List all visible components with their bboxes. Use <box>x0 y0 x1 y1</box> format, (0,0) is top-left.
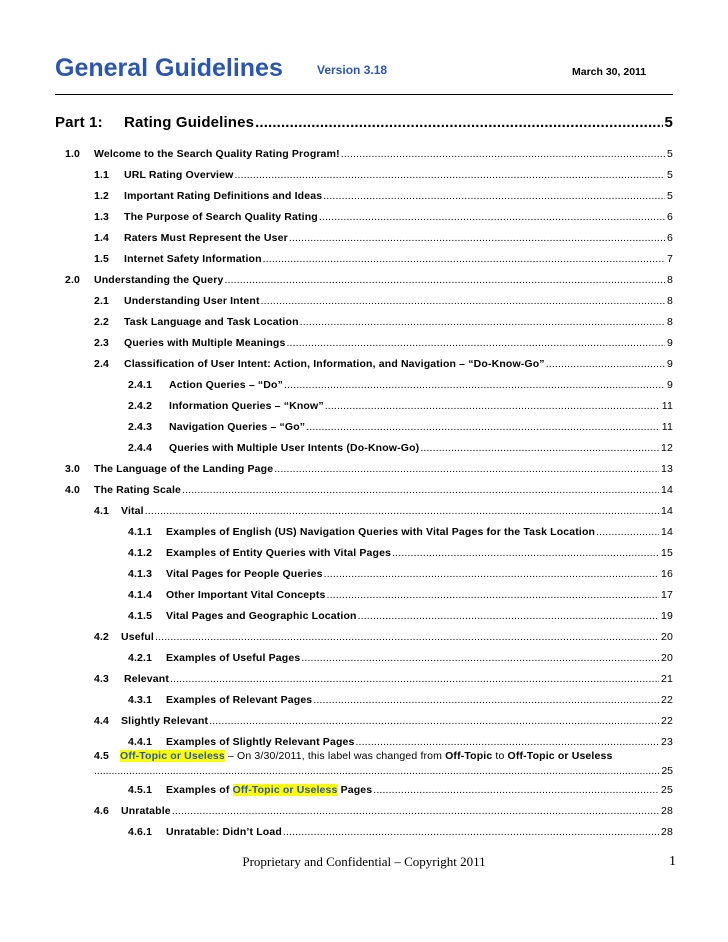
dot-leader <box>327 589 660 601</box>
toc-number: 2.4 <box>94 358 110 370</box>
toc-entry-4-1-5[interactable] <box>128 610 673 622</box>
toc-number: 4.6.1 <box>128 826 153 838</box>
toc-title: URL Rating Overview <box>124 169 234 181</box>
toc-page: 6 <box>667 211 673 223</box>
toc-title: Raters Must Represent the User <box>124 232 288 244</box>
toc-title: Examples of English (US) Navigation Queries with Vital Pages for the Task Location <box>166 526 596 538</box>
toc-page: 8 <box>667 274 673 286</box>
toc-page: 7 <box>667 253 673 265</box>
old-label: Off-Topic <box>445 750 493 762</box>
toc-entry-1-3[interactable] <box>94 211 673 223</box>
toc-number: 4.3 <box>94 673 110 685</box>
toc-page: 28 <box>661 826 673 838</box>
document-header <box>55 54 673 95</box>
toc-number: 2.4.2 <box>128 400 153 412</box>
toc-title: Examples of Useful Pages <box>166 652 301 664</box>
toc-title: Vital Pages and Geographic Location <box>166 610 357 622</box>
toc-title: Examples of Relevant Pages <box>166 694 313 706</box>
dot-leader <box>392 547 659 559</box>
toc-title: Classification of User Intent: Action, Information, and Navigation – “Do-Know-Go” <box>124 358 545 370</box>
toc-title: Examples of Slightly Relevant Pages <box>166 736 355 748</box>
toc-page: 23 <box>661 736 673 748</box>
dot-leader <box>300 316 665 328</box>
toc-page: 22 <box>661 715 673 727</box>
dot-leader <box>209 715 659 727</box>
dot-leader <box>301 652 659 664</box>
toc-page: 14 <box>661 484 673 496</box>
toc-number: 1.2 <box>94 190 110 202</box>
toc-page: 13 <box>661 463 673 475</box>
toc-number: 4.1.2 <box>128 547 153 559</box>
dot-leader <box>323 190 665 202</box>
toc-entry-4-5-continuation <box>94 765 673 777</box>
change-note-connector: to <box>492 750 508 762</box>
toc-entry-2-4-3[interactable] <box>128 421 673 433</box>
toc-number: 4.1.3 <box>128 568 153 580</box>
toc-page: 11 <box>661 421 673 433</box>
document-date: March 30, 2011 <box>572 66 647 78</box>
toc-page: 17 <box>661 589 673 601</box>
toc-title: Vital Pages for People Queries <box>166 568 323 580</box>
toc-entry-4-1-3[interactable] <box>128 568 673 580</box>
toc-page: 5 <box>664 114 673 131</box>
dot-leader <box>255 114 662 131</box>
toc-entry-4-0[interactable] <box>65 484 673 496</box>
toc-entry-2-4-2[interactable] <box>128 400 673 412</box>
toc-title: Useful <box>121 631 154 643</box>
toc-title: Understanding the Query <box>94 274 224 286</box>
toc-entry-2-4-4[interactable] <box>128 442 673 454</box>
toc-number: 2.3 <box>94 337 110 349</box>
toc-number: 4.2.1 <box>128 652 153 664</box>
toc-number: 2.1 <box>94 295 110 307</box>
dot-leader <box>284 379 665 391</box>
toc-title: Relevant <box>124 673 169 685</box>
toc-number: 2.4.1 <box>128 379 153 391</box>
toc-entry-4-1[interactable] <box>94 505 673 517</box>
dot-leader <box>289 232 665 244</box>
toc-title <box>120 750 612 762</box>
toc-title: Navigation Queries – “Go” <box>169 421 306 433</box>
toc-page: 5 <box>667 190 673 202</box>
toc-number: 1.5 <box>94 253 110 265</box>
toc-number: 4.4 <box>94 715 110 727</box>
toc-page: 8 <box>667 316 673 328</box>
toc-entry-4-4[interactable] <box>94 715 673 727</box>
document-title: General Guidelines <box>55 54 283 82</box>
toc-page: 6 <box>667 232 673 244</box>
toc-number: 2.2 <box>94 316 110 328</box>
change-note-text: – On 3/30/2011, this label was changed from <box>224 750 446 762</box>
toc-entry-4-1-4[interactable] <box>128 589 673 601</box>
toc-entry-1-2[interactable] <box>94 190 673 202</box>
toc-page: 9 <box>667 358 673 370</box>
toc-entry-2-0[interactable] <box>65 274 673 286</box>
toc-page: 28 <box>661 805 673 817</box>
dot-leader <box>341 148 665 160</box>
toc-entry-1-1[interactable] <box>94 169 673 181</box>
dot-leader <box>224 274 665 286</box>
toc-entry-1-5[interactable] <box>94 253 673 265</box>
toc-entry-4-6-1[interactable] <box>128 826 673 838</box>
toc-page: 15 <box>661 547 673 559</box>
toc-number: 4.4.1 <box>128 736 153 748</box>
toc-title <box>166 784 372 796</box>
toc-number: 1.4 <box>94 232 110 244</box>
toc-entry-4-5-1[interactable] <box>128 784 673 796</box>
dot-leader <box>283 826 659 838</box>
toc-number: 1.1 <box>94 169 110 181</box>
toc-title: Rating Guidelines <box>124 114 255 131</box>
toc-entry-2-2[interactable] <box>94 316 673 328</box>
toc-title: Welcome to the Search Quality Rating Program! <box>94 148 340 160</box>
page-number: 1 <box>669 854 676 869</box>
toc-entry-2-3[interactable] <box>94 337 673 349</box>
page-footer <box>0 851 728 871</box>
toc-title: Action Queries – “Do” <box>169 379 284 391</box>
dot-leader <box>420 442 659 454</box>
dot-leader <box>546 358 665 370</box>
toc-title: The Rating Scale <box>94 484 182 496</box>
toc-title: The Language of the Landing Page <box>94 463 274 475</box>
toc-number: 4.0 <box>65 484 81 496</box>
toc-number: 2.4.3 <box>128 421 153 433</box>
toc-number: 1.3 <box>94 211 110 223</box>
toc-page: 19 <box>661 610 673 622</box>
toc-title: Information Queries – “Know” <box>169 400 324 412</box>
toc-title: Understanding User Intent <box>124 295 260 307</box>
dot-leader <box>234 169 665 181</box>
toc-entry-4-1-2[interactable] <box>128 547 673 559</box>
toc-page: 12 <box>661 442 673 454</box>
toc-number: 4.1 <box>94 505 110 517</box>
dot-leader <box>324 568 659 580</box>
toc-title: Task Language and Task Location <box>124 316 299 328</box>
toc-page: 25 <box>661 765 673 777</box>
highlighted-label: Off-Topic or Useless <box>120 750 225 762</box>
toc-number: Part 1: <box>55 114 103 131</box>
dot-leader <box>274 463 659 475</box>
dot-leader <box>596 526 659 538</box>
toc-number: 2.4.4 <box>128 442 153 454</box>
toc-page: 16 <box>661 568 673 580</box>
dot-leader <box>170 673 659 685</box>
dot-leader <box>261 295 665 307</box>
dot-leader <box>373 784 659 796</box>
toc-page: 20 <box>661 631 673 643</box>
dot-leader <box>263 253 665 265</box>
toc-entry-4-2-1[interactable] <box>128 652 673 664</box>
dot-leader <box>155 631 659 643</box>
dot-leader <box>94 765 659 777</box>
toc-page: 25 <box>661 784 673 796</box>
toc-page: 9 <box>667 337 673 349</box>
toc-number: 4.2 <box>94 631 110 643</box>
toc-entry-2-4-1[interactable] <box>128 379 673 391</box>
toc-entry-4-1-1[interactable] <box>128 526 673 538</box>
toc-entry-2-1[interactable] <box>94 295 673 307</box>
dot-leader <box>313 694 659 706</box>
toc-page: 20 <box>661 652 673 664</box>
toc-number: 4.5.1 <box>128 784 153 796</box>
toc-title: Unratable <box>121 805 171 817</box>
toc-title: Slightly Relevant <box>121 715 209 727</box>
toc-entry-2-4[interactable] <box>94 358 673 370</box>
toc-title: Queries with Multiple User Intents (Do-Know-Go) <box>169 442 420 454</box>
dot-leader <box>172 805 659 817</box>
dot-leader <box>145 505 659 517</box>
toc-title-part: Examples of <box>166 784 233 796</box>
toc-page: 14 <box>661 526 673 538</box>
toc-number: 4.3.1 <box>128 694 153 706</box>
toc-entry-4-3[interactable] <box>94 673 673 685</box>
dot-leader <box>319 211 665 223</box>
toc-number: 2.0 <box>65 274 81 286</box>
toc-number: 4.6 <box>94 805 110 817</box>
dot-leader <box>325 400 660 412</box>
toc-page: 9 <box>667 379 673 391</box>
new-label: Off-Topic or Useless <box>507 750 613 762</box>
highlighted-label: Off-Topic or Useless <box>232 784 338 796</box>
toc-title: Internet Safety Information <box>124 253 262 265</box>
toc-number: 4.1.5 <box>128 610 153 622</box>
toc-entry-3-0[interactable] <box>65 463 673 475</box>
footer-copyright: Proprietary and Confidential – Copyright 2011 <box>242 854 486 869</box>
dot-leader <box>182 484 659 496</box>
toc-title: Important Rating Definitions and Ideas <box>124 190 323 202</box>
toc-page: 5 <box>667 148 673 160</box>
toc-number: 4.1.1 <box>128 526 153 538</box>
change-note <box>225 750 613 762</box>
toc-title: Other Important Vital Concepts <box>166 589 326 601</box>
dot-leader <box>286 337 665 349</box>
toc-number: 4.5 <box>94 750 110 762</box>
toc-entry-4-6[interactable] <box>94 805 673 817</box>
toc-number: 1.0 <box>65 148 81 160</box>
toc-title: The Purpose of Search Quality Rating <box>124 211 318 223</box>
toc-entry-4-5[interactable] <box>94 750 673 762</box>
toc-page: 5 <box>667 169 673 181</box>
toc-title: Queries with Multiple Meanings <box>124 337 286 349</box>
toc-page: 8 <box>667 295 673 307</box>
toc-number: 4.1.4 <box>128 589 153 601</box>
toc-entry-1-0[interactable] <box>65 148 673 160</box>
toc-title-part: Pages <box>337 784 373 796</box>
toc-title: Examples of Entity Queries with Vital Pages <box>166 547 392 559</box>
toc-entry-part-1[interactable] <box>55 114 673 131</box>
dot-leader <box>306 421 660 433</box>
toc-number: 3.0 <box>65 463 81 475</box>
toc-title: Vital <box>121 505 144 517</box>
toc-page: 11 <box>661 400 673 412</box>
version-label: Version 3.18 <box>317 63 388 77</box>
toc-page: 14 <box>661 505 673 517</box>
toc-page: 21 <box>661 673 673 685</box>
toc-entry-4-2[interactable] <box>94 631 673 643</box>
toc-entry-4-4-1[interactable] <box>128 736 673 748</box>
toc-entry-1-4[interactable] <box>94 232 673 244</box>
toc-page: 22 <box>661 694 673 706</box>
dot-leader <box>355 736 659 748</box>
toc-title: Unratable: Didn’t Load <box>166 826 282 838</box>
dot-leader <box>358 610 659 622</box>
toc-entry-4-3-1[interactable] <box>128 694 673 706</box>
